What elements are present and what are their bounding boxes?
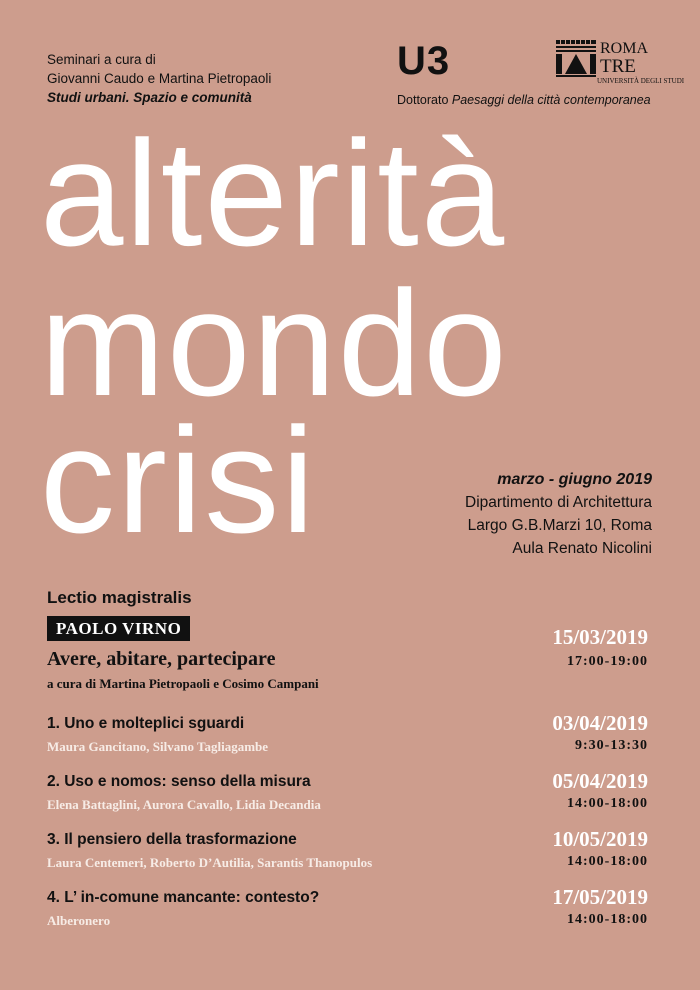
- university-logo: [556, 38, 685, 92]
- session-1-speakers: Maura Gancitano, Silvano Tagliagambe: [47, 739, 269, 754]
- lectio-curators: a cura di Martina Pietropaoli e Cosimo Campani: [47, 676, 319, 691]
- address: Largo G.B.Marzi 10, Roma: [467, 517, 652, 534]
- organizers-block: [47, 50, 271, 107]
- venue-info: [465, 468, 652, 560]
- lectio-title: Avere, abitare, partecipare: [47, 648, 276, 670]
- session-2-speakers: Elena Battaglini, Aurora Cavallo, Lidia Decandia: [47, 797, 321, 812]
- logo-roma: ROMA: [600, 40, 649, 57]
- session-3-time: 14:00-18:00: [567, 854, 648, 869]
- logo-subtitle: UNIVERSITÀ DEGLI STUDI: [597, 77, 685, 85]
- program-code: U3: [397, 39, 451, 83]
- session-1-date: 03/04/2019: [552, 711, 648, 735]
- organizers-line-1: Seminari a cura di: [47, 52, 156, 67]
- room: Aula Renato Nicolini: [512, 540, 652, 557]
- logo-tre: TRE: [600, 56, 636, 77]
- doctorate-name: Paesaggi della città contemporanea: [451, 93, 651, 107]
- title-word-mondo: mondo: [40, 259, 509, 427]
- series-title: Studi urbani. Spazio e comunità: [47, 90, 252, 105]
- organizers-line-2: Giovanni Caudo e Martina Pietropaoli: [47, 71, 272, 86]
- lectio-time: 17:00-19:00: [567, 654, 648, 669]
- session-4-date: 17/05/2019: [552, 885, 648, 909]
- title-word-crisi: crisi: [40, 396, 317, 564]
- session-4-time: 14:00-18:00: [567, 912, 648, 927]
- lectio-label: Lectio magistralis: [47, 588, 192, 607]
- date-range: marzo - giugno 2019: [497, 471, 652, 488]
- session-1-title: 1. Uno e molteplici sguardi: [47, 715, 245, 732]
- session-2-time: 14:00-18:00: [567, 796, 648, 811]
- lectio-date: 15/03/2019: [552, 625, 648, 649]
- title-word-alterita: alterità: [40, 109, 507, 277]
- doctorate-prefix: Dottorato: [397, 93, 452, 107]
- lectio-speaker: PAOLO VIRNO: [47, 616, 190, 641]
- session-3-speakers: Laura Centemeri, Roberto D’Autilia, Sarantis Thanopulos: [47, 855, 373, 870]
- logo-emblem: [556, 40, 596, 77]
- session-3-date: 10/05/2019: [552, 827, 648, 851]
- doctorate-label: [397, 93, 651, 107]
- session-4-title: 4. L’ in-comune mancante: contesto?: [47, 889, 320, 906]
- session-2-title: 2. Uso e nomos: senso della misura: [47, 773, 311, 790]
- session-1-time: 9:30-13:30: [575, 738, 648, 753]
- session-2-date: 05/04/2019: [552, 769, 648, 793]
- session-4-speakers: Alberonero: [47, 913, 111, 928]
- session-3-title: 3. Il pensiero della trasformazione: [47, 831, 297, 848]
- department: Dipartimento di Architettura: [465, 494, 652, 511]
